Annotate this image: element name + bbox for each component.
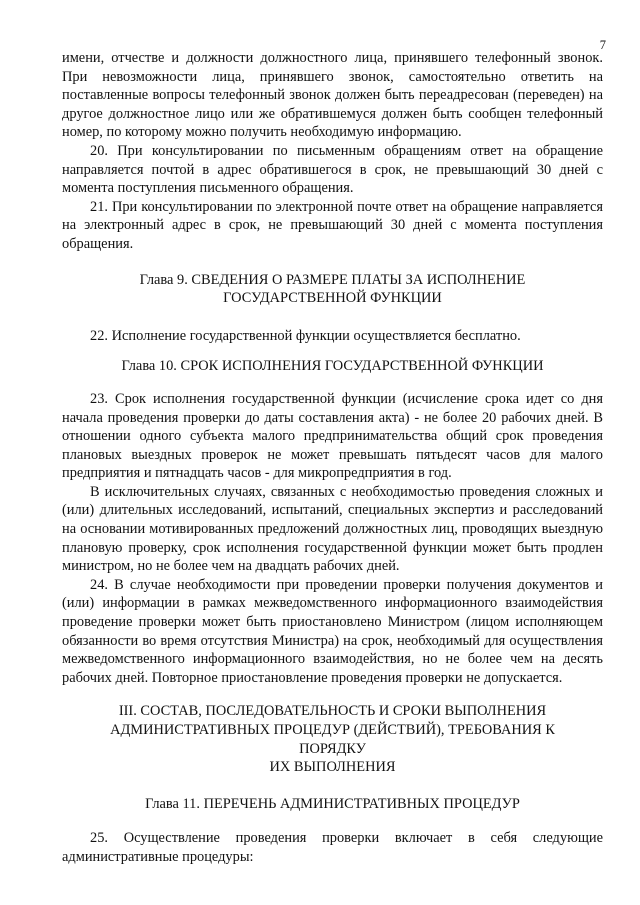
paragraph-24: 24. В случае необходимости при проведении проверки получения документов и (или) информации в рамках межведомственного информационного взаимодействия проведение проверки может быть приостановлено Министром (лицом исполняющем обязанности во время отсутствия Министра) на срок, необходимый для осуществления межведомственного информационного взаимодействия, но не более чем на десять рабочих дней. Повторное приостановление проведения проверки не допускается.	[62, 576, 603, 686]
paragraph-20: 20. При консультировании по письменным обращениям ответ на обращение направляется почтой в адрес обратившегося в срок, не превышающий 30 дней с момента поступления письменного обращения.	[62, 142, 603, 197]
paragraph-23: 23. Срок исполнения государственной функции (исчисление срока идет со дня начала проведения проверки до даты составления акта) - не более 20 рабочих дней. В отношении одного субъекта малого предпринимательства общий срок проведения плановых выездных проверок не может превышать пятьдесят часов для малого предприятия и пятнадцать часов - для микропредприятия в год.	[62, 390, 603, 482]
page-number: 7	[599, 38, 606, 52]
paragraph-25: 25. Осуществление проведения проверки включает в себя следующие административные процедуры:	[62, 830, 603, 865]
paragraph-22: 22. Исполнение государственной функции осуществляется бесплатно.	[90, 327, 521, 344]
section-3-heading-line-3: ПОРЯДКУ	[299, 740, 366, 757]
paragraph-21: 21. При консультировании по электронной почте ответ на обращение направляется на электронный адрес в срок, не превышающий 30 дней с момента поступления обращения.	[62, 198, 603, 252]
chapter-9-heading	[62, 271, 603, 308]
section-3-heading-line-2: АДМИНИСТРАТИВНЫХ ПРОЦЕДУР (ДЕЙСТВИЙ), ТРЕБОВАНИЯ К	[110, 722, 555, 738]
chapter-9-heading-line-2: ГОСУДАРСТВЕННОЙ ФУНКЦИИ	[223, 290, 442, 307]
section-3-heading-line-1: III. СОСТАВ, ПОСЛЕДОВАТЕЛЬНОСТЬ И СРОКИ ВЫПОЛНЕНИЯ	[118, 703, 547, 720]
section-3-heading	[62, 702, 603, 776]
chapter-10-heading: Глава 10. СРОК ИСПОЛНЕНИЯ ГОСУДАРСТВЕННОЙ ФУНКЦИИ	[121, 358, 544, 375]
chapter-11-heading: Глава 11. ПЕРЕЧЕНЬ АДМИНИСТРАТИВНЫХ ПРОЦЕДУР	[145, 795, 520, 812]
paragraph-23-exceptions: В исключительных случаях, связанных с необходимостью проведения сложных и (или) длительных исследований, испытаний, специальных экспертиз и расследований на основании мотивированных предложений должностных лиц, проводящих выездную плановую проверку, срок исполнения государственной функции может быть продлен министром, но не более чем на двадцать рабочих дней.	[62, 483, 603, 575]
paragraph-continuation: имени, отчестве и должности должностного лица, принявшего телефонный звонок. При невозможности лица, принявшего звонок, самостоятельно ответить на поставленные вопросы телефонный звонок должен быть переадресован (переведен) на другое должностное лицо или же обратившемуся должен быть сообщен телефонный номер, по которому можно получить необходимую информацию.	[62, 50, 603, 141]
document-body	[62, 49, 603, 867]
chapter-9-heading-line-1: Глава 9. СВЕДЕНИЯ О РАЗМЕРЕ ПЛАТЫ ЗА ИСПОЛНЕНИЕ	[139, 271, 526, 288]
section-3-heading-line-4: ИХ ВЫПОЛНЕНИЯ	[269, 759, 396, 776]
